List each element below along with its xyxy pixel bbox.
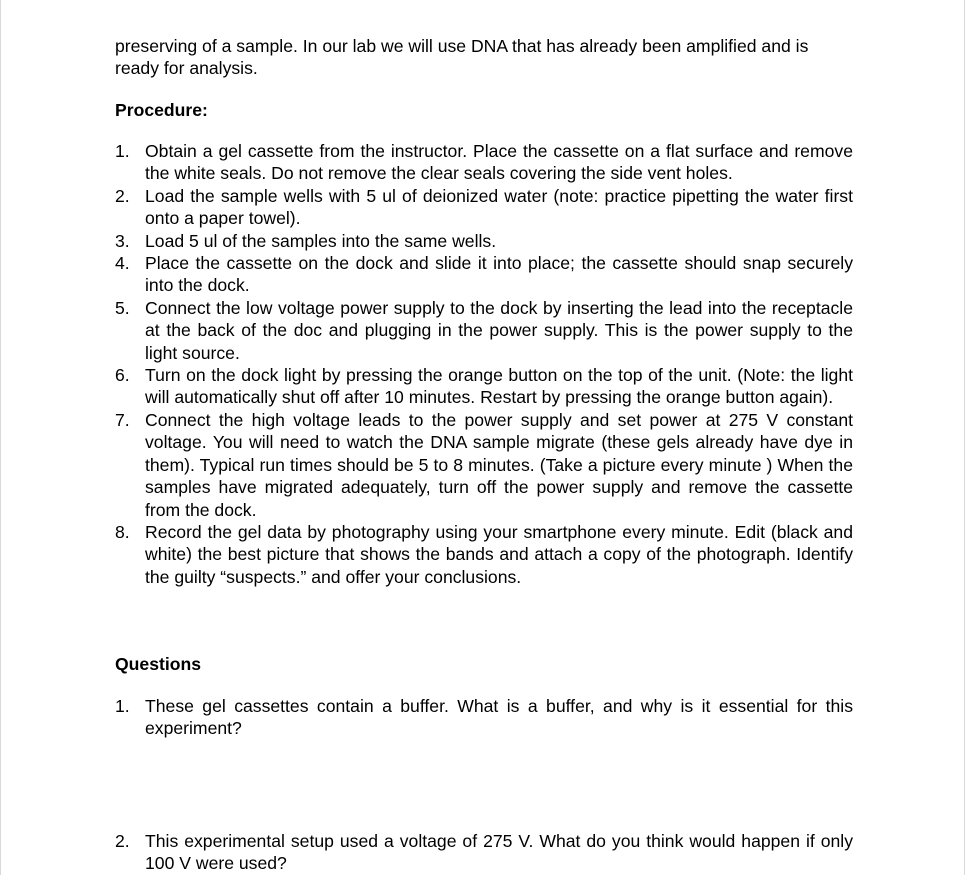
- procedure-step: [115, 252, 853, 297]
- procedure-heading: Procedure:: [115, 100, 208, 120]
- question-number: 2.: [115, 831, 130, 851]
- procedure-step: [115, 409, 853, 521]
- procedure-step: [115, 364, 853, 409]
- step-number: 6.: [115, 365, 130, 386]
- procedure-steps-list: [115, 140, 853, 588]
- questions-heading: Questions: [115, 654, 202, 674]
- step-text: Load 5 ul of the samples into the same wells.: [145, 230, 497, 251]
- step-text: Turn on the dock light by pressing the orange button on the top of the unit. (Note: the light will automatically shut off after 10 minutes. Restart by pressing the orange button again).: [145, 365, 853, 408]
- question-list: [115, 830, 853, 875]
- step-text: Connect the low voltage power supply to the dock by inserting the lead into the receptacle at the back of the doc and plugging in the power supply. This is the power supply to the light source.: [145, 297, 853, 363]
- step-number: 3.: [115, 230, 130, 251]
- question-text: This experimental setup used a voltage of 275 V. What do you think would happen if only 100 V were used?: [145, 831, 853, 874]
- question-item: [115, 830, 853, 875]
- procedure-step: [115, 185, 853, 230]
- question-number: 1.: [115, 696, 130, 716]
- procedure-step: [115, 297, 853, 364]
- procedure-step: [115, 140, 853, 185]
- step-number: 8.: [115, 521, 130, 542]
- step-text: Connect the high voltage leads to the power supply and set power at 275 V constant voltage. You will need to watch the DNA sample migrate (these gels already have dye in them). Typical run times should be 5 to 8 minutes. (Take a picture every minute ) When the samples have migrated adequately, turn off the power supply and remove the cassette from the dock.: [145, 409, 853, 520]
- step-text: Place the cassette on the dock and slide it into place; the cassette should snap securely into the dock.: [145, 253, 853, 296]
- procedure-step: [115, 521, 853, 588]
- step-number: 4.: [115, 253, 130, 274]
- step-number: 5.: [115, 297, 130, 318]
- step-number: 2.: [115, 185, 130, 206]
- step-text: Load the sample wells with 5 ul of deionized water (note: practice pipetting the water first onto a paper towel).: [145, 185, 853, 229]
- intro-paragraph: preserving of a sample. In our lab we will use DNA that has already been amplified and is ready for analysis.: [115, 36, 809, 79]
- step-text: Record the gel data by photography using your smartphone every minute. Edit (black and white) the best picture that shows the bands and attach a copy of the photograph. Identify the guilty “suspects.” and offer your conclusions.: [145, 521, 853, 587]
- question-text: These gel cassettes contain a buffer. What is a buffer, and why is it essential for this experiment?: [145, 696, 853, 739]
- step-number: 7.: [115, 409, 130, 430]
- question-item: [115, 695, 853, 740]
- question-list: [115, 695, 853, 740]
- step-text: Obtain a gel cassette from the instructor. Place the cassette on a flat surface and remove the white seals. Do not remove the clear seals covering the side vent holes.: [145, 141, 853, 184]
- step-number: 1.: [115, 141, 130, 161]
- procedure-step: [115, 230, 853, 252]
